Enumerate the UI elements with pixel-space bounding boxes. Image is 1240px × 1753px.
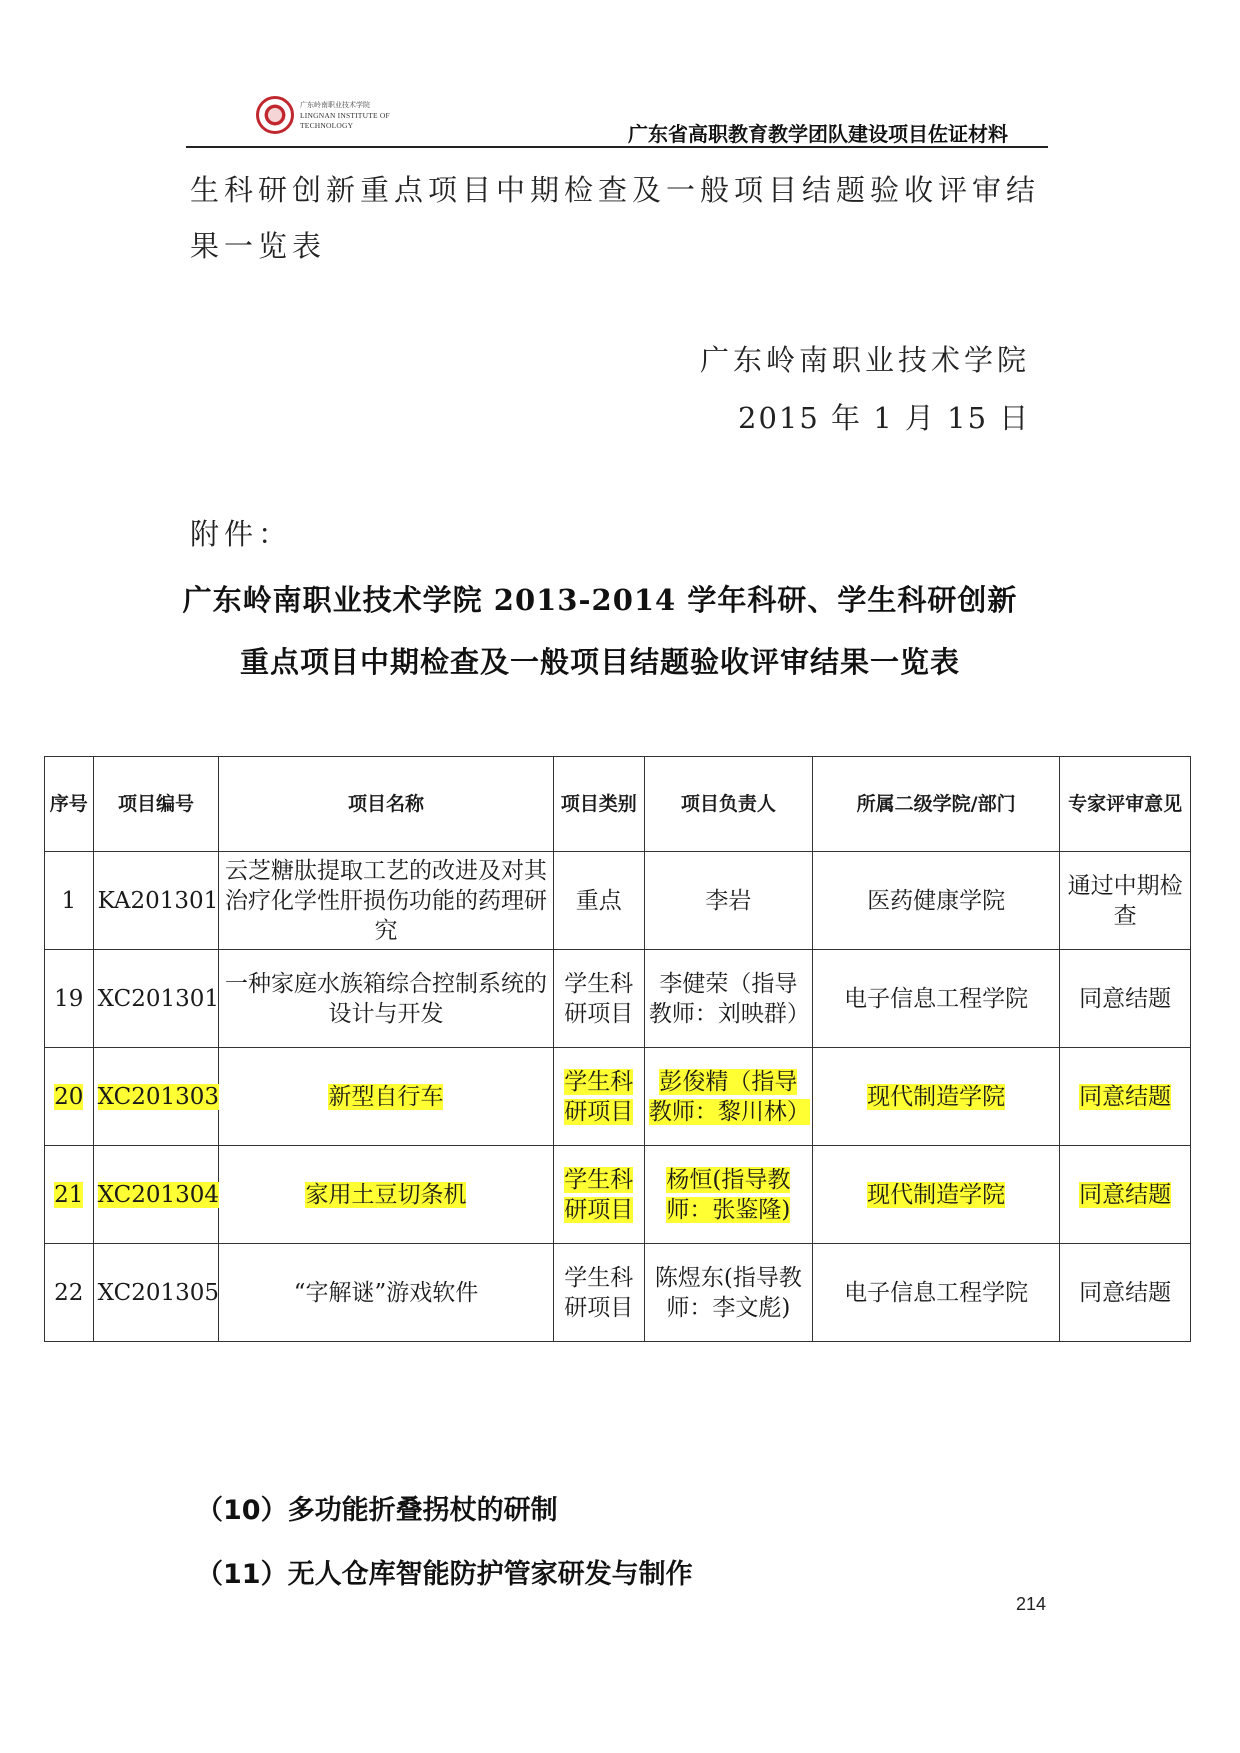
intro-line-1: 生科研创新重点项目中期检查及一般项目结题验收评审结: [190, 173, 1041, 207]
table-row-highlighted: [45, 1146, 1191, 1244]
header-type: 项目类别: [553, 757, 644, 852]
cell-dept: 电子信息工程学院: [813, 950, 1060, 1048]
cell-code: XC201303: [93, 1048, 219, 1146]
cell-lead: 彭俊精（指导教师：黎川林）: [644, 1048, 812, 1146]
header-name: 项目名称: [219, 757, 553, 852]
cell-opinion: 同意结题: [1060, 1244, 1191, 1342]
cell-opinion: 通过中期检查: [1060, 852, 1191, 950]
cell-dept: 现代制造学院: [813, 1146, 1060, 1244]
header-dept: 所属二级学院/部门: [813, 757, 1060, 852]
header-code: 项目编号: [93, 757, 219, 852]
doc-title-line-1: 广东岭南职业技术学院 2013-2014 学年科研、学生科研创新: [182, 583, 1018, 617]
logo-cn-text: 广东岭南职业技术学院: [300, 101, 370, 109]
cell-opinion: 同意结题: [1060, 1048, 1191, 1146]
doc-title-line-2: 重点项目中期检查及一般项目结题验收评审结果一览表: [239, 645, 960, 679]
cell-code: XC201301: [93, 950, 219, 1048]
cell-type: 学生科研项目: [553, 950, 644, 1048]
cell-lead: 陈煜东(指导教师：李文彪): [644, 1244, 812, 1342]
logo-en-text: LINGNAN INSTITUTE OF TECHNOLOGY: [300, 111, 390, 130]
signature-date: 2015 年 1 月 15 日: [738, 401, 1031, 435]
cell-name: 家用土豆切条机: [219, 1146, 553, 1244]
item-10: （10）多功能折叠拐杖的研制: [196, 1495, 558, 1526]
table-row-highlighted: [45, 1048, 1191, 1146]
table-row: [45, 852, 1191, 950]
cell-name: “字解谜”游戏软件: [219, 1244, 553, 1342]
cell-lead: 李健荣（指导教师：刘映群）: [644, 950, 812, 1048]
cell-lead: 杨恒(指导教师：张鉴隆): [644, 1146, 812, 1244]
cell-name: 云芝糖肽提取工艺的改进及对其治疗化学性肝损伤功能的药理研究: [219, 852, 553, 950]
item-11: （11）无人仓库智能防护管家研发与制作: [196, 1559, 693, 1590]
cell-dept: 电子信息工程学院: [813, 1244, 1060, 1342]
cell-opinion: 同意结题: [1060, 950, 1191, 1048]
cell-no: 21: [45, 1146, 94, 1244]
cell-name: 一种家庭水族箱综合控制系统的设计与开发: [219, 950, 553, 1048]
cell-code: KA201301: [93, 852, 219, 950]
table-row: [45, 1244, 1191, 1342]
table-header-row: [45, 757, 1191, 852]
results-table: [44, 756, 1191, 1342]
cell-type: 重点: [553, 852, 644, 950]
institute-logo: [256, 96, 416, 140]
emblem-icon: [256, 96, 294, 134]
cell-type: 学生科研项目: [553, 1146, 644, 1244]
cell-dept: 医药健康学院: [813, 852, 1060, 950]
cell-code: XC201304: [93, 1146, 219, 1244]
signature-org: 广东岭南职业技术学院: [700, 343, 1031, 377]
table-row: [45, 950, 1191, 1048]
cell-no: 20: [45, 1048, 94, 1146]
cell-type: 学生科研项目: [553, 1244, 644, 1342]
cell-no: 1: [45, 852, 94, 950]
cell-opinion: 同意结题: [1060, 1146, 1191, 1244]
header-title: 广东省高职教育教学团队建设项目佐证材料: [628, 122, 1008, 146]
intro-line-2: 果一览表: [190, 229, 327, 263]
header-opinion: 专家评审意见: [1060, 757, 1191, 852]
cell-name: 新型自行车: [219, 1048, 553, 1146]
page-number: 214: [1016, 1594, 1047, 1614]
cell-no: 22: [45, 1244, 94, 1342]
cell-code: XC201305: [93, 1244, 219, 1342]
cell-type: 学生科研项目: [553, 1048, 644, 1146]
cell-dept: 现代制造学院: [813, 1048, 1060, 1146]
header-lead: 项目负责人: [644, 757, 812, 852]
page-header: [186, 88, 1048, 148]
cell-no: 19: [45, 950, 94, 1048]
header-no: 序号: [45, 757, 94, 852]
cell-lead: 李岩: [644, 852, 812, 950]
attachment-label: 附件：: [190, 517, 293, 551]
